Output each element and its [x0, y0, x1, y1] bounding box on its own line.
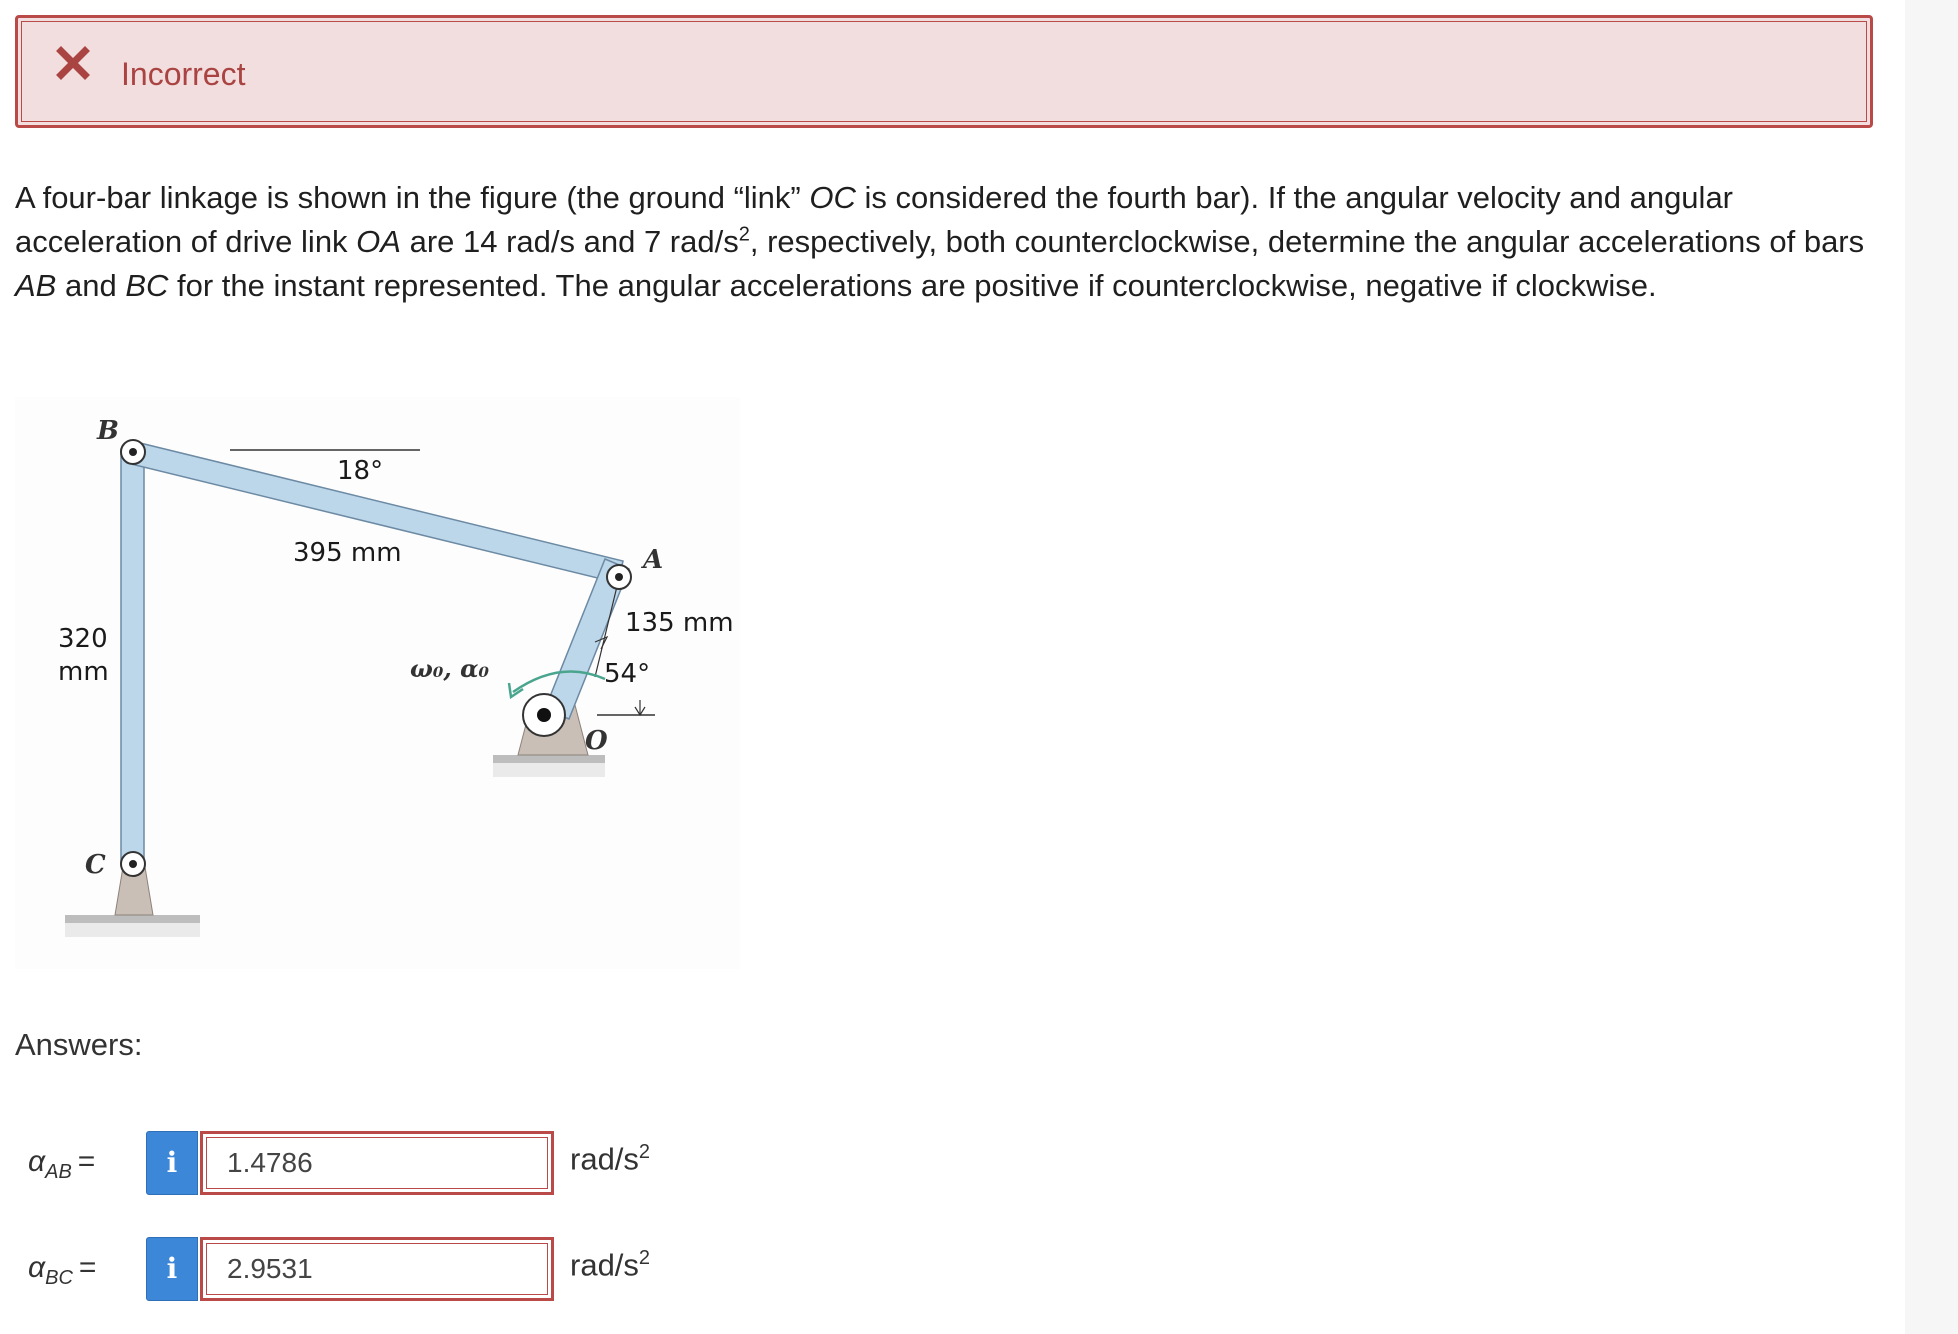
unit-label-ab: rad/$s^2$ [570, 1141, 651, 1177]
alert-text: Incorrect [121, 56, 246, 92]
answer-input-bc[interactable] [200, 1237, 554, 1301]
incorrect-alert [15, 15, 1873, 128]
close-icon [56, 46, 90, 80]
unit-label-bc: rad/$s^2$ [570, 1247, 651, 1283]
ground-c [65, 915, 200, 923]
ground-o [493, 755, 605, 763]
label-length-135: 135 mm [625, 608, 734, 638]
var-label-bc: $\alpha_{BC}$ = [28, 1251, 97, 1289]
label-c: C [85, 850, 106, 880]
label-length-320-unit: mm [58, 657, 109, 687]
linkage-figure [15, 397, 740, 969]
answers-label: Answers: [15, 1027, 143, 1062]
label-length-320: 320 [58, 624, 108, 654]
question-text: A four-bar linkage is shown in the figure (the ground “link” OC is considered the fourth bar). If the angular velocity and angular acceleration of drive link OA are 14 rad/s and 7 rad/$s^2$, respectively, both counterclockwise, determine the angular accelerations of bars AB and BC for the instant represented. The angular accelerations are positive if counterclockwise, negative if clockwise. [15, 180, 1865, 303]
info-button-ab[interactable]: i [146, 1131, 198, 1195]
answer-input-ab[interactable] [200, 1131, 554, 1195]
answer-row-bc [0, 1237, 900, 1303]
label-b: B [97, 416, 119, 446]
label-o: O [585, 726, 608, 756]
answer-row-ab [0, 1131, 900, 1197]
label-angle-18: 18° [337, 456, 384, 486]
info-button-bc[interactable]: i [146, 1237, 198, 1301]
right-gutter [1905, 0, 1958, 1334]
label-angle-54: 54° [604, 659, 651, 689]
label-a: A [643, 545, 664, 575]
link-bc [121, 449, 144, 865]
label-length-395: 395 mm [293, 538, 402, 568]
label-omega-alpha: ω₀, α₀ [410, 654, 490, 683]
var-label-ab: $\alpha_{AB}$ = [28, 1145, 96, 1183]
